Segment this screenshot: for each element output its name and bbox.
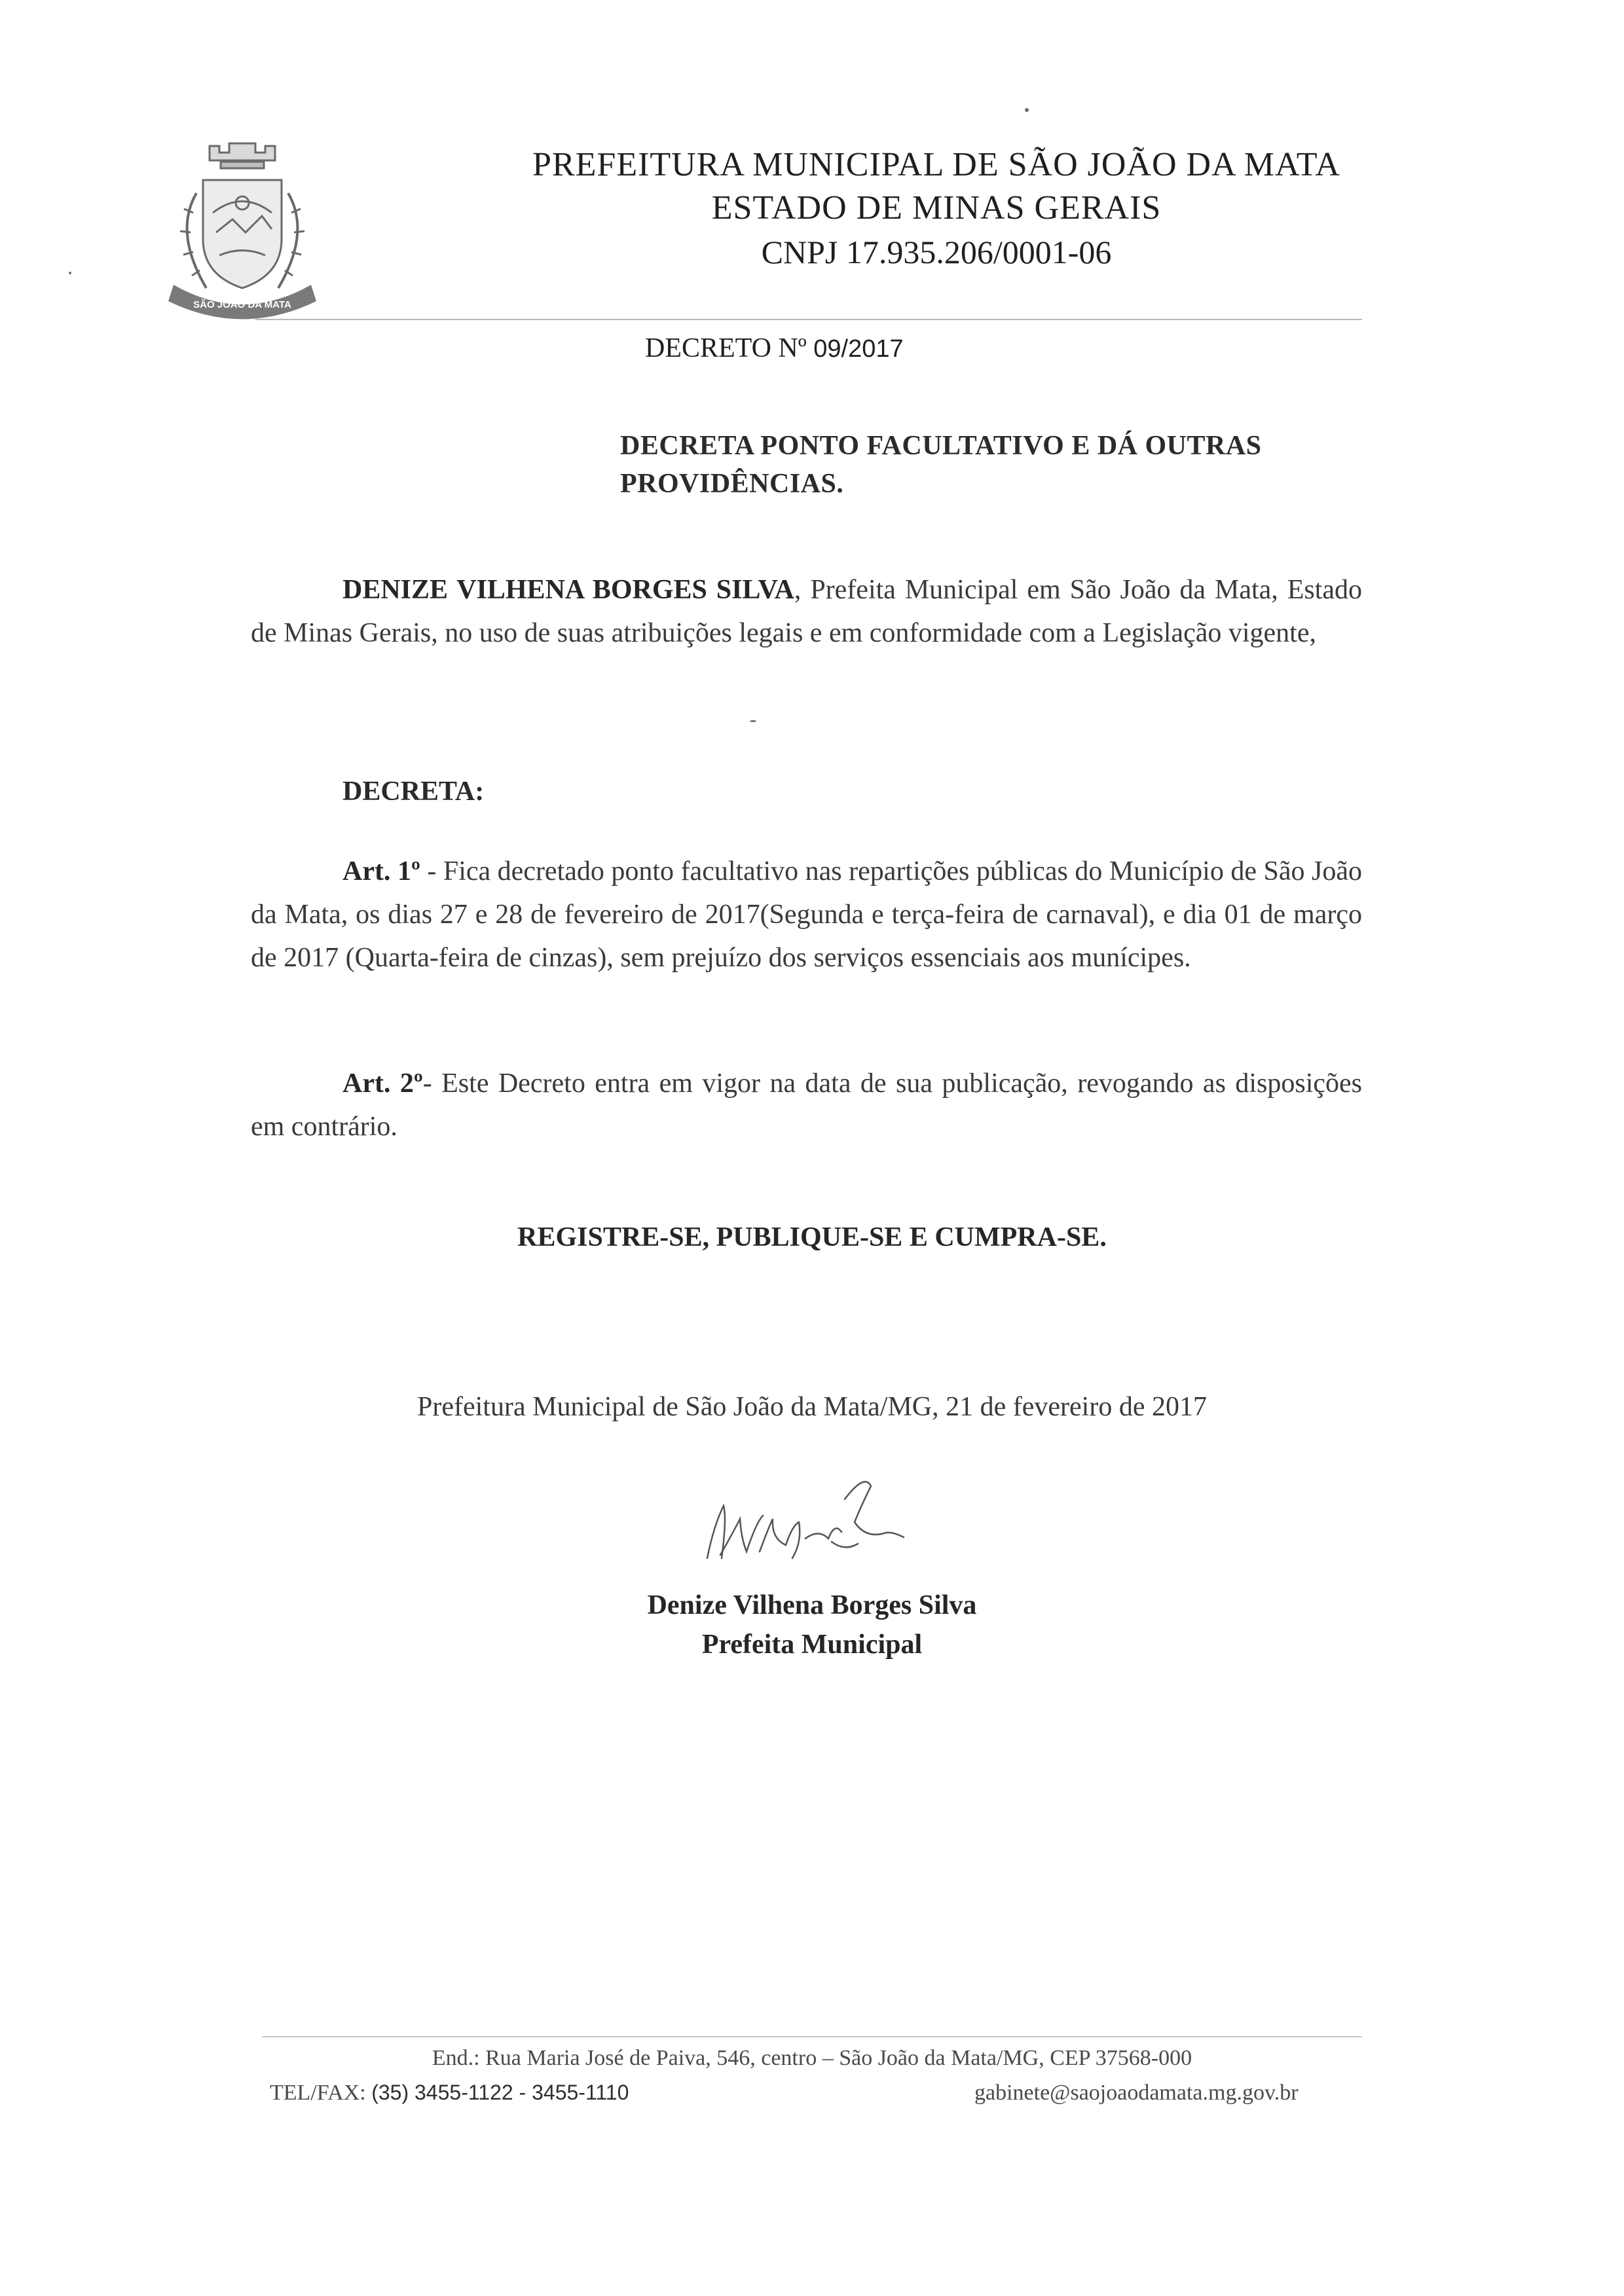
scan-speck [69, 272, 71, 274]
preamble-text: , Prefeita Municipal em São João da Mata, Estado de Minas Gerais, no uso de suas atribuições legais e em conformidade com a Legislação vigente, [251, 575, 1363, 648]
signer-title: Prefeita Municipal [701, 1630, 923, 1660]
footer-email: gabinete@saojoaodamata.mg.gov.br [974, 2081, 1299, 2105]
preamble-mayor-name: DENIZE VILHENA BORGES SILVA [342, 575, 794, 605]
footer-phone [270, 2081, 629, 2105]
footer-address: End.: Rua Maria José de Paiva, 546, centro – São João da Mata/MG, CEP 37568-000 [432, 2046, 1192, 2070]
scan-speck [750, 720, 756, 722]
decreta-heading: DECRETA: [342, 776, 485, 807]
decree-label: DECRETO Nº [645, 333, 807, 363]
footer-phone-label: TEL/FAX: [270, 2081, 366, 2105]
preamble-paragraph [251, 568, 1362, 655]
article-2-paragraph [251, 1062, 1362, 1148]
header-municipality: PREFEITURA MUNICIPAL DE SÃO JOÃO DA MATA [532, 146, 1340, 183]
decree-ementa: DECRETA PONTO FACULTATIVO E DÁ OUTRAS PROVIDÊNCIAS. [620, 431, 1262, 499]
closing-formula: REGISTRE-SE, PUBLIQUE-SE E CUMPRA-SE. [517, 1222, 1107, 1252]
article-1-text: - Fica decretado ponto facultativo nas repartições públicas do Município de São João da Mata, os dias 27 e 28 de fevereiro de 2017(Segunda e terça-feira de carnaval), e dia 01 de março de 2017 (Quarta-feira de cinzas), sem prejuízo dos serviços essenciais aos munícipes. [251, 856, 1363, 973]
footer-divider [262, 2036, 1362, 2037]
handwritten-signature [694, 1460, 930, 1571]
article-1-paragraph [251, 850, 1362, 979]
decree-number [645, 333, 904, 364]
header-cnpj: CNPJ 17.935.206/0001-06 [761, 234, 1112, 270]
decree-number-value: 09/2017 [813, 335, 904, 363]
signer-name: Denize Vilhena Borges Silva [647, 1590, 977, 1620]
footer-phone-numbers: (35) 3455-1122 - 3455-1110 [371, 2081, 629, 2104]
place-and-date: Prefeitura Municipal de São João da Mata/MG, 21 de fevereiro de 2017 [417, 1392, 1207, 1422]
header-state: ESTADO DE MINAS GERAIS [711, 189, 1162, 227]
header-divider [255, 319, 1362, 320]
article-2-label: Art. 2º [342, 1068, 423, 1099]
article-2-text: - Este Decreto entra em vigor na data de sua publicação, revogando as disposições em contrário. [251, 1068, 1363, 1142]
scan-speck [1025, 108, 1029, 112]
crest-ribbon-text: SÃO JOÃO DA MATA [193, 299, 291, 310]
article-1-label: Art. 1º [342, 856, 420, 886]
